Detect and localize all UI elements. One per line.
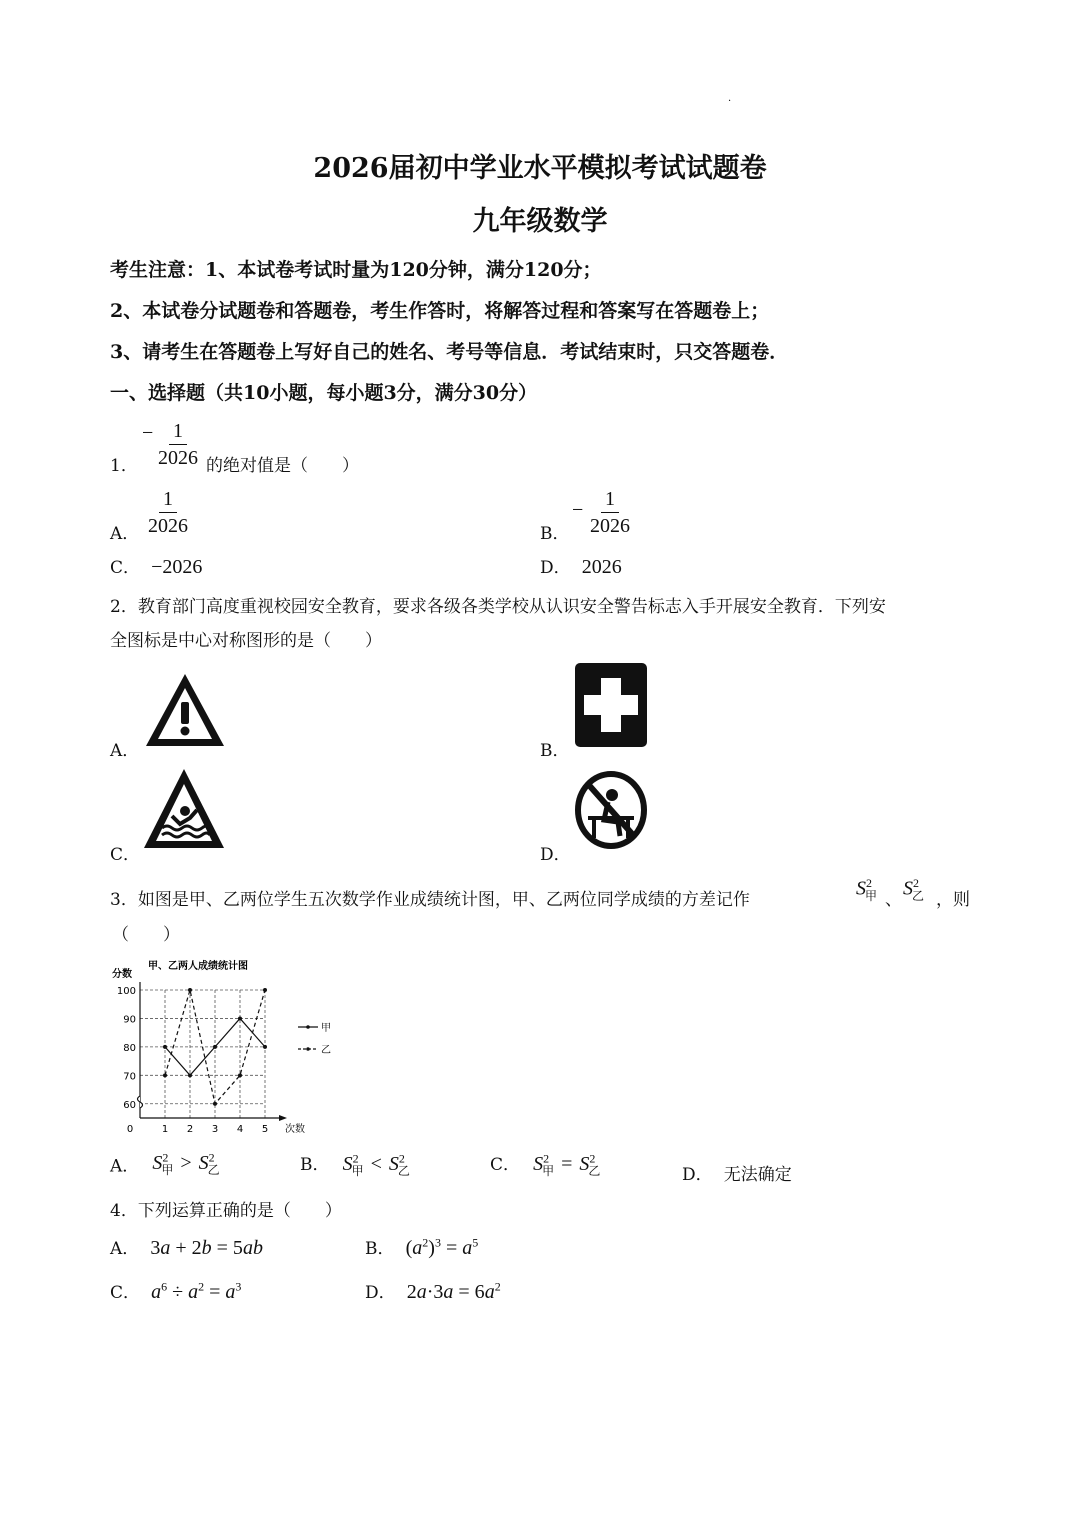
option-letter: B． — [365, 1239, 395, 1259]
exam-subtitle: 九年级数学 — [472, 206, 608, 237]
option-letter: D． — [540, 558, 571, 578]
q2-option-d[interactable] — [540, 770, 660, 865]
data-point — [263, 988, 267, 992]
fraction-denominator: 2026 — [148, 515, 188, 537]
y-tick-label: 90 — [123, 1014, 136, 1026]
fraction-denominator: 2026 — [158, 447, 198, 469]
exam-title: 2026届初中学业水平模拟考试试题卷 — [313, 153, 767, 184]
x-tick-label: 4 — [236, 1124, 244, 1135]
minus-sign: − — [572, 499, 584, 521]
note-line-1: 考生注意：1、本试卷考试时量为120分钟，满分120分； — [110, 259, 602, 281]
x-tick-label: 5 — [261, 1124, 269, 1135]
option-fraction — [144, 486, 192, 539]
section-heading: 一、选择题（共10小题，每小题3分，满分30分） — [110, 382, 538, 404]
fraction-denominator: 2026 — [590, 515, 630, 537]
option-letter: A． — [110, 741, 140, 761]
fraction-numerator: 1 — [159, 486, 177, 513]
option-letter: D． — [540, 845, 571, 865]
legend-label: 乙 — [321, 1045, 331, 1056]
q2-option-c[interactable] — [110, 766, 240, 865]
warning-triangle-icon — [142, 670, 228, 750]
question-number: 1． — [110, 456, 138, 476]
note-line-3: 3、请考生在答题卷上写好自己的姓名、考号等信息．考试结束时，只交答题卷． — [110, 341, 789, 363]
variance-b: $S^2_乙$ — [903, 876, 925, 903]
legend-marker — [306, 1025, 310, 1029]
option-letter: C． — [110, 1283, 141, 1303]
data-point — [238, 1016, 242, 1020]
option-fraction — [586, 486, 634, 539]
x-tick-label: 3 — [211, 1124, 219, 1135]
fraction-numerator: 1 — [601, 486, 619, 513]
x-axis-arrow — [279, 1115, 287, 1121]
q2-stem-line-2: 全图标是中心对称图形的是（ ） — [110, 631, 382, 651]
option-expression: $a^6 \div a^2 = a^3$ — [151, 1279, 242, 1303]
q4-option-d[interactable] — [365, 1278, 501, 1304]
y-tick-label: 100 — [116, 986, 136, 997]
option-letter: C． — [490, 1155, 521, 1175]
option-letter: A． — [110, 1156, 140, 1177]
q4-option-a[interactable] — [110, 1234, 263, 1260]
data-point — [163, 1073, 167, 1077]
minus-sign: − — [142, 422, 154, 444]
q3-option-a[interactable] — [110, 1150, 220, 1178]
legend-label: 甲 — [321, 1023, 331, 1034]
y-axis-label: 分数 — [112, 969, 132, 980]
q3-stem-text: 3．如图是甲、乙两位学生五次数学作业成绩统计图，甲、乙两位同学成绩的方差记作 — [110, 890, 750, 910]
fraction-numerator: 1 — [169, 418, 187, 445]
q3-stem — [110, 876, 980, 910]
q3-option-d[interactable] — [682, 1160, 792, 1185]
no-climbing-icon — [574, 770, 648, 850]
data-point — [213, 1102, 217, 1106]
q3-stem-line-2: （ ） — [112, 925, 180, 945]
option-letter: D． — [365, 1283, 396, 1303]
option-expression: $2a\cdot 3a = 6a^2$ — [406, 1279, 501, 1303]
drowning-warning-icon — [142, 766, 226, 852]
option-letter: C． — [110, 558, 141, 578]
data-point — [238, 1073, 242, 1077]
data-point — [188, 988, 192, 992]
q2-option-b[interactable] — [540, 662, 660, 761]
option-letter: C． — [110, 845, 141, 865]
data-point — [163, 1045, 167, 1049]
variance-comparison: $S^2_甲 < S^2_乙$ — [342, 1151, 410, 1178]
legend-marker — [306, 1047, 310, 1051]
note-line-2: 2、本试卷分试题卷和答题卷，考生作答时，将解答过程和答案写在答题卷上； — [110, 300, 770, 322]
variance-comparison: $S^2_甲 = S^2_乙$ — [533, 1151, 601, 1178]
first-aid-cross-icon — [574, 662, 648, 748]
stem-tail: ，则 — [936, 890, 970, 910]
q2-option-a[interactable] — [110, 670, 240, 760]
q1-option-c[interactable] — [110, 553, 202, 579]
variance-comparison: $S^2_甲 > S^2_乙$ — [152, 1150, 220, 1177]
separator: 、 — [885, 890, 902, 910]
corner-dot: · — [728, 96, 732, 107]
option-letter: B． — [300, 1155, 330, 1175]
option-letter: B． — [540, 524, 570, 544]
q1-option-d[interactable] — [540, 553, 622, 579]
y-tick-label: 70 — [123, 1071, 136, 1083]
option-value: −2026 — [151, 556, 203, 578]
option-expression: 3a + 2b = 5ab — [150, 1237, 263, 1259]
x-axis-label: 次数 — [285, 1124, 305, 1135]
option-expression: $(a^2)^3 = a^5$ — [405, 1235, 479, 1259]
q3-option-c[interactable] — [490, 1150, 600, 1179]
question-stem: 的绝对值是（ ） — [206, 456, 359, 476]
option-letter: B． — [540, 741, 570, 761]
axis-break-mark — [138, 1096, 143, 1108]
option-value: 2026 — [581, 556, 622, 578]
q4-option-b[interactable] — [365, 1234, 478, 1260]
score-line-chart — [108, 955, 358, 1140]
q2-stem-line-1: 2．教育部门高度重视校园安全教育，要求各级各类学校从认识安全警告标志入手开展安全教育．下列安 — [110, 597, 886, 617]
option-letter: D． — [682, 1165, 713, 1185]
q4-option-c[interactable] — [110, 1278, 241, 1304]
x-tick-label: 2 — [186, 1124, 194, 1135]
data-point — [263, 1045, 267, 1049]
variance-a: $S^2_甲$ — [856, 876, 878, 903]
option-letter: A． — [110, 524, 140, 544]
fraction — [154, 418, 202, 471]
option-text: 无法确定 — [723, 1165, 792, 1185]
y-tick-label: 60 — [123, 1099, 136, 1111]
q3-option-b[interactable] — [300, 1150, 410, 1179]
option-letter: A． — [110, 1239, 140, 1259]
data-point — [213, 1045, 217, 1049]
y-tick-label: 80 — [123, 1042, 136, 1054]
chart-title: 甲、乙两人成绩统计图 — [148, 961, 248, 972]
x-tick-label: 1 — [161, 1124, 169, 1135]
q4-stem: 4．下列运算正确的是（ ） — [110, 1201, 342, 1221]
x-tick-label: 0 — [126, 1124, 134, 1135]
data-point — [188, 1073, 192, 1077]
